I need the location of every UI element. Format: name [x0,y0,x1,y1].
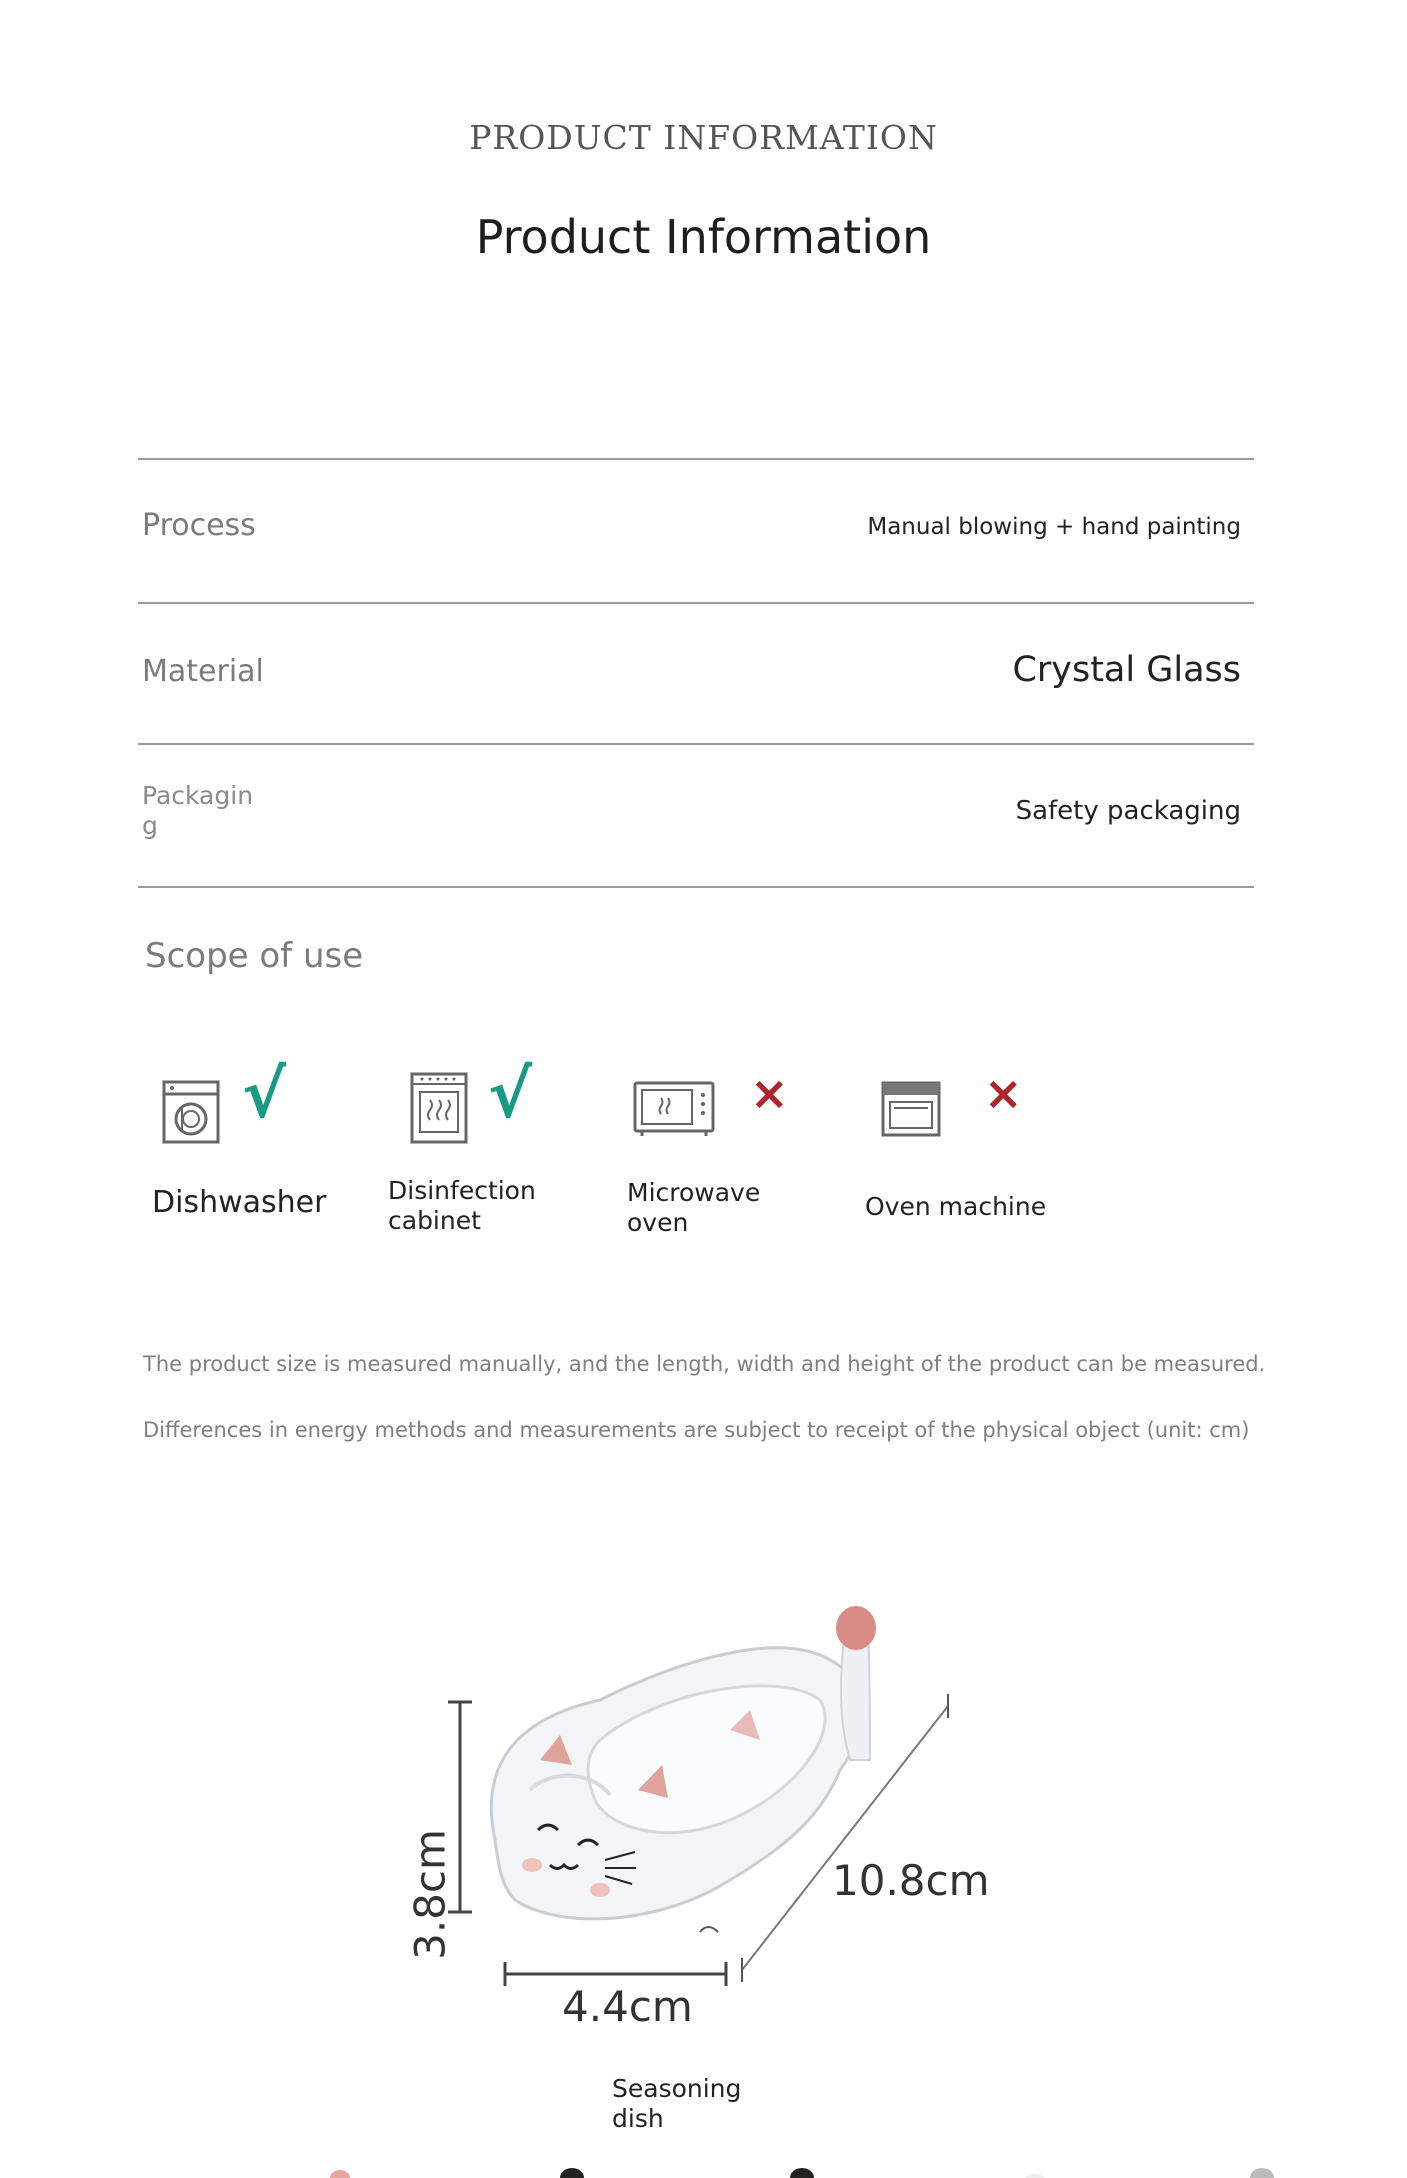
length-dimension-label: 10.8cm [832,1856,990,1905]
oven-icon [880,1080,942,1138]
microwave-label-line1: Microwave [627,1178,761,1207]
process-label: Process [142,508,256,543]
row-divider [138,458,1254,460]
microwave-oven-icon [632,1080,716,1138]
page-title: Product Information [475,210,932,264]
disinfection-ok-mark: √ [488,1056,533,1133]
material-label: Material [142,654,264,689]
dishwasher-icon [160,1078,222,1146]
process-value: Manual blowing + hand painting [867,514,1241,540]
packaging-label-line1: Packagin [142,781,254,810]
height-dimension-text: 3.8cm [405,1829,455,1960]
product-caption [612,2074,741,2134]
disinfection-label-line2: cabinet [388,1206,481,1235]
caption-line2: dish [612,2104,664,2133]
disinfection-label-line1: Disinfection [388,1176,536,1205]
oven-label: Oven machine [865,1192,1047,1221]
row-divider [138,886,1254,888]
disinfection-label [388,1176,536,1236]
next-section-preview [0,2160,1407,2178]
packaging-label-line2: g [142,811,158,840]
size-note: The product size is measured manually, and the length, width and height of the product can be measured. [143,1352,1266,1376]
microwave-no-mark: × [750,1066,789,1120]
microwave-label-line2: oven [627,1208,689,1237]
scope-title: Scope of use [145,936,364,976]
dishwasher-label: Dishwasher [152,1185,327,1220]
dishwasher-ok-mark: √ [242,1056,287,1133]
oven-no-mark: × [984,1066,1023,1120]
disinfection-cabinet-icon [408,1070,470,1146]
section-eyebrow: PRODUCT INFORMATION [469,118,938,157]
product-diagram [400,1560,1020,2000]
material-value: Crystal Glass [1012,650,1241,690]
row-divider [138,743,1254,745]
packaging-value: Safety packaging [1015,796,1241,826]
height-dimension-label [400,1800,460,2000]
caption-line1: Seasoning [612,2074,742,2103]
width-dimension-label: 4.4cm [562,1982,693,2031]
microwave-label [627,1178,760,1238]
packaging-label [142,781,253,841]
glass-cat-dish-image [491,1606,876,1932]
row-divider [138,602,1254,604]
measurement-note: Differences in energy methods and measurements are subject to receipt of the physical object (unit: cm) [143,1418,1250,1442]
